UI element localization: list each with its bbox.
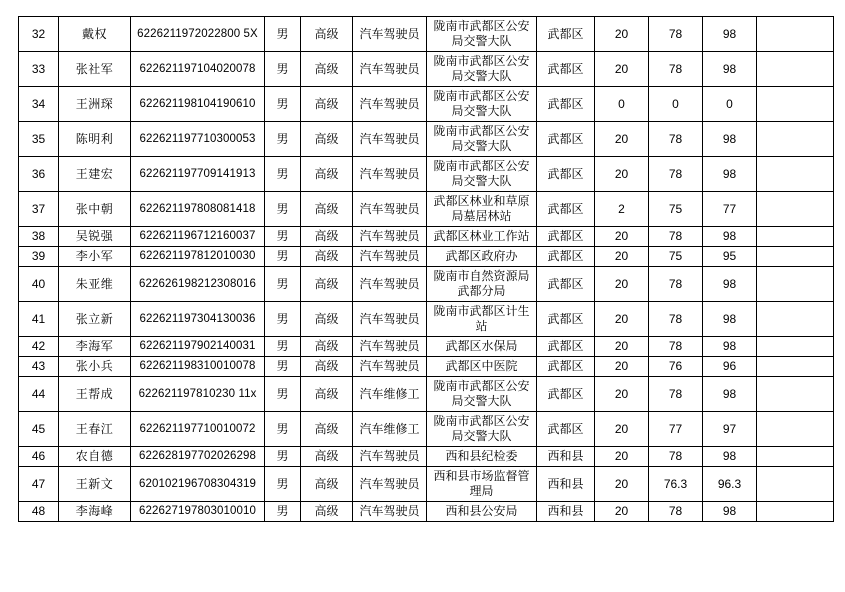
- cell-level: 高级: [301, 302, 353, 337]
- cell-level: 高级: [301, 502, 353, 522]
- cell-index: 33: [19, 52, 59, 87]
- cell-unit: 武都区林业工作站: [427, 227, 537, 247]
- cell-unit: 陇南市武都区计生站: [427, 302, 537, 337]
- cell-score-3: 98: [703, 122, 757, 157]
- cell-level: 高级: [301, 157, 353, 192]
- cell-area: 西和县: [537, 467, 595, 502]
- cell-name: 李海峰: [59, 502, 131, 522]
- cell-job-type: 汽车驾驶员: [353, 192, 427, 227]
- cell-name: 李海军: [59, 337, 131, 357]
- table-row: [19, 337, 834, 357]
- cell-note: [757, 52, 834, 87]
- cell-unit: 武都区林业和草原局墓居林站: [427, 192, 537, 227]
- cell-sex: 男: [265, 337, 301, 357]
- table-row: [19, 267, 834, 302]
- cell-score-3: 95: [703, 247, 757, 267]
- cell-job-type: 汽车驾驶员: [353, 122, 427, 157]
- cell-note: [757, 447, 834, 467]
- cell-score-2: 78: [649, 377, 703, 412]
- cell-area: 武都区: [537, 157, 595, 192]
- cell-job-type: 汽车驾驶员: [353, 267, 427, 302]
- cell-sex: 男: [265, 302, 301, 337]
- table-row: [19, 192, 834, 227]
- cell-score-1: 20: [595, 412, 649, 447]
- cell-score-1: 20: [595, 227, 649, 247]
- cell-sex: 男: [265, 122, 301, 157]
- cell-sex: 男: [265, 267, 301, 302]
- cell-unit: 武都区政府办: [427, 247, 537, 267]
- cell-level: 高级: [301, 412, 353, 447]
- cell-sex: 男: [265, 52, 301, 87]
- cell-job-type: 汽车驾驶员: [353, 337, 427, 357]
- cell-job-type: 汽车驾驶员: [353, 502, 427, 522]
- cell-index: 38: [19, 227, 59, 247]
- cell-area: 武都区: [537, 17, 595, 52]
- table-row: [19, 87, 834, 122]
- cell-sex: 男: [265, 447, 301, 467]
- cell-area: 武都区: [537, 227, 595, 247]
- cell-level: 高级: [301, 267, 353, 302]
- cell-score-2: 76: [649, 357, 703, 377]
- cell-unit: 陇南市武都区公安局交警大队: [427, 412, 537, 447]
- cell-name: 吴锐强: [59, 227, 131, 247]
- cell-id-number: 622628197702026298: [131, 447, 265, 467]
- cell-job-type: 汽车驾驶员: [353, 447, 427, 467]
- cell-name: 戴权: [59, 17, 131, 52]
- cell-area: 武都区: [537, 192, 595, 227]
- cell-name: 陈明利: [59, 122, 131, 157]
- cell-index: 43: [19, 357, 59, 377]
- cell-name: 张中朝: [59, 192, 131, 227]
- cell-unit: 陇南市自然资源局武都分局: [427, 267, 537, 302]
- cell-index: 35: [19, 122, 59, 157]
- cell-id-number: 622621197710010072: [131, 412, 265, 447]
- cell-score-2: 76.3: [649, 467, 703, 502]
- cell-unit: 西和县纪检委: [427, 447, 537, 467]
- cell-area: 武都区: [537, 122, 595, 157]
- cell-level: 高级: [301, 87, 353, 122]
- table-row: [19, 447, 834, 467]
- cell-unit: 西和县公安局: [427, 502, 537, 522]
- cell-area: 武都区: [537, 377, 595, 412]
- cell-job-type: 汽车驾驶员: [353, 467, 427, 502]
- cell-score-2: 75: [649, 247, 703, 267]
- cell-job-type: 汽车驾驶员: [353, 52, 427, 87]
- cell-note: [757, 122, 834, 157]
- cell-level: 高级: [301, 447, 353, 467]
- cell-score-1: 20: [595, 122, 649, 157]
- cell-job-type: 汽车驾驶员: [353, 157, 427, 192]
- cell-index: 41: [19, 302, 59, 337]
- cell-sex: 男: [265, 467, 301, 502]
- cell-score-2: 78: [649, 302, 703, 337]
- cell-level: 高级: [301, 247, 353, 267]
- cell-index: 34: [19, 87, 59, 122]
- cell-score-1: 20: [595, 52, 649, 87]
- cell-area: 武都区: [537, 52, 595, 87]
- cell-level: 高级: [301, 52, 353, 87]
- cell-score-1: 20: [595, 302, 649, 337]
- table-row: [19, 302, 834, 337]
- cell-job-type: 汽车驾驶员: [353, 247, 427, 267]
- cell-score-3: 98: [703, 17, 757, 52]
- cell-level: 高级: [301, 122, 353, 157]
- cell-note: [757, 87, 834, 122]
- cell-unit: 陇南市武都区公安局交警大队: [427, 87, 537, 122]
- table-row: [19, 17, 834, 52]
- cell-score-2: 78: [649, 337, 703, 357]
- cell-note: [757, 17, 834, 52]
- cell-level: 高级: [301, 357, 353, 377]
- cell-id-number: 622621197304130036: [131, 302, 265, 337]
- cell-score-1: 20: [595, 467, 649, 502]
- cell-score-3: 98: [703, 337, 757, 357]
- cell-score-2: 78: [649, 52, 703, 87]
- cell-id-number: 622626198212308016: [131, 267, 265, 302]
- cell-sex: 男: [265, 357, 301, 377]
- cell-unit: 武都区中医院: [427, 357, 537, 377]
- cell-id-number: 622621197810230 11x: [131, 377, 265, 412]
- cell-score-2: 0: [649, 87, 703, 122]
- cell-unit: 武都区水保局: [427, 337, 537, 357]
- cell-index: 45: [19, 412, 59, 447]
- table-row: [19, 357, 834, 377]
- cell-note: [757, 467, 834, 502]
- table-row: [19, 227, 834, 247]
- cell-sex: 男: [265, 157, 301, 192]
- cell-score-3: 96: [703, 357, 757, 377]
- cell-score-2: 78: [649, 502, 703, 522]
- cell-score-3: 98: [703, 227, 757, 247]
- cell-level: 高级: [301, 192, 353, 227]
- cell-id-number: 622621197104020078: [131, 52, 265, 87]
- cell-score-1: 0: [595, 87, 649, 122]
- cell-score-1: 20: [595, 267, 649, 302]
- cell-score-3: 98: [703, 302, 757, 337]
- cell-area: 西和县: [537, 502, 595, 522]
- cell-note: [757, 157, 834, 192]
- cell-area: 武都区: [537, 302, 595, 337]
- cell-id-number: 622627197803010010: [131, 502, 265, 522]
- cell-level: 高级: [301, 377, 353, 412]
- cell-index: 37: [19, 192, 59, 227]
- cell-note: [757, 357, 834, 377]
- cell-area: 武都区: [537, 357, 595, 377]
- cell-name: 张立新: [59, 302, 131, 337]
- cell-score-1: 20: [595, 447, 649, 467]
- cell-area: 武都区: [537, 412, 595, 447]
- cell-score-3: 98: [703, 157, 757, 192]
- cell-note: [757, 377, 834, 412]
- table-row: [19, 157, 834, 192]
- table-row: [19, 412, 834, 447]
- cell-score-1: 20: [595, 502, 649, 522]
- cell-score-1: 2: [595, 192, 649, 227]
- cell-unit: 陇南市武都区公安局交警大队: [427, 122, 537, 157]
- cell-score-3: 96.3: [703, 467, 757, 502]
- cell-name: 王帮成: [59, 377, 131, 412]
- table-row: [19, 247, 834, 267]
- cell-index: 39: [19, 247, 59, 267]
- cell-sex: 男: [265, 377, 301, 412]
- cell-sex: 男: [265, 412, 301, 447]
- cell-name: 王春江: [59, 412, 131, 447]
- cell-score-1: 20: [595, 377, 649, 412]
- cell-area: 武都区: [537, 337, 595, 357]
- cell-score-3: 97: [703, 412, 757, 447]
- cell-score-3: 98: [703, 447, 757, 467]
- cell-level: 高级: [301, 467, 353, 502]
- cell-score-3: 98: [703, 377, 757, 412]
- cell-score-1: 20: [595, 157, 649, 192]
- cell-score-1: 20: [595, 247, 649, 267]
- cell-index: 32: [19, 17, 59, 52]
- cell-score-2: 75: [649, 192, 703, 227]
- table-row: [19, 502, 834, 522]
- cell-job-type: 汽车驾驶员: [353, 17, 427, 52]
- cell-index: 48: [19, 502, 59, 522]
- cell-score-1: 20: [595, 337, 649, 357]
- cell-index: 40: [19, 267, 59, 302]
- cell-id-number: 6226211972022800 5X: [131, 17, 265, 52]
- cell-id-number: 622621197902140031: [131, 337, 265, 357]
- table-row: [19, 467, 834, 502]
- cell-area: 武都区: [537, 247, 595, 267]
- cell-score-1: 20: [595, 17, 649, 52]
- cell-note: [757, 227, 834, 247]
- cell-area: 西和县: [537, 447, 595, 467]
- cell-sex: 男: [265, 227, 301, 247]
- cell-id-number: 622621197808081418: [131, 192, 265, 227]
- cell-job-type: 汽车维修工: [353, 377, 427, 412]
- cell-unit: 西和县市场监督管理局: [427, 467, 537, 502]
- cell-unit: 陇南市武都区公安局交警大队: [427, 17, 537, 52]
- table-row: [19, 122, 834, 157]
- cell-job-type: 汽车驾驶员: [353, 302, 427, 337]
- cell-name: 李小军: [59, 247, 131, 267]
- cell-job-type: 汽车驾驶员: [353, 227, 427, 247]
- cell-note: [757, 412, 834, 447]
- cell-name: 张小兵: [59, 357, 131, 377]
- cell-sex: 男: [265, 87, 301, 122]
- cell-note: [757, 502, 834, 522]
- cell-score-2: 78: [649, 122, 703, 157]
- cell-score-3: 0: [703, 87, 757, 122]
- cell-level: 高级: [301, 227, 353, 247]
- cell-score-3: 77: [703, 192, 757, 227]
- cell-sex: 男: [265, 247, 301, 267]
- cell-name: 农自德: [59, 447, 131, 467]
- cell-id-number: 622621197709141913: [131, 157, 265, 192]
- cell-note: [757, 302, 834, 337]
- cell-score-2: 78: [649, 267, 703, 302]
- cell-note: [757, 337, 834, 357]
- cell-index: 42: [19, 337, 59, 357]
- cell-score-3: 98: [703, 502, 757, 522]
- cell-score-2: 78: [649, 17, 703, 52]
- cell-level: 高级: [301, 337, 353, 357]
- cell-level: 高级: [301, 17, 353, 52]
- cell-index: 47: [19, 467, 59, 502]
- cell-name: 张社军: [59, 52, 131, 87]
- cell-area: 武都区: [537, 267, 595, 302]
- cell-sex: 男: [265, 17, 301, 52]
- cell-note: [757, 267, 834, 302]
- table-row: [19, 377, 834, 412]
- cell-score-2: 78: [649, 157, 703, 192]
- cell-score-2: 78: [649, 447, 703, 467]
- cell-id-number: 622621197710300053: [131, 122, 265, 157]
- table-row: [19, 52, 834, 87]
- cell-index: 36: [19, 157, 59, 192]
- cell-id-number: 622621198310010078: [131, 357, 265, 377]
- cell-score-3: 98: [703, 52, 757, 87]
- cell-job-type: 汽车驾驶员: [353, 357, 427, 377]
- cell-score-2: 77: [649, 412, 703, 447]
- cell-note: [757, 247, 834, 267]
- cell-id-number: 622621198104190610: [131, 87, 265, 122]
- cell-note: [757, 192, 834, 227]
- cell-score-2: 78: [649, 227, 703, 247]
- cell-area: 武都区: [537, 87, 595, 122]
- cell-index: 44: [19, 377, 59, 412]
- cell-sex: 男: [265, 192, 301, 227]
- cell-id-number: 622621197812010030: [131, 247, 265, 267]
- cell-score-1: 20: [595, 357, 649, 377]
- cell-unit: 陇南市武都区公安局交警大队: [427, 377, 537, 412]
- cell-unit: 陇南市武都区公安局交警大队: [427, 157, 537, 192]
- cell-id-number: 622621196712160037: [131, 227, 265, 247]
- roster-table-body: [19, 17, 834, 522]
- cell-unit: 陇南市武都区公安局交警大队: [427, 52, 537, 87]
- cell-name: 王洲琛: [59, 87, 131, 122]
- cell-sex: 男: [265, 502, 301, 522]
- cell-id-number: 620102196708304319: [131, 467, 265, 502]
- cell-score-3: 98: [703, 267, 757, 302]
- cell-index: 46: [19, 447, 59, 467]
- cell-job-type: 汽车驾驶员: [353, 87, 427, 122]
- roster-table: [18, 16, 834, 522]
- cell-name: 王新文: [59, 467, 131, 502]
- cell-job-type: 汽车维修工: [353, 412, 427, 447]
- cell-name: 王建宏: [59, 157, 131, 192]
- cell-name: 朱亚维: [59, 267, 131, 302]
